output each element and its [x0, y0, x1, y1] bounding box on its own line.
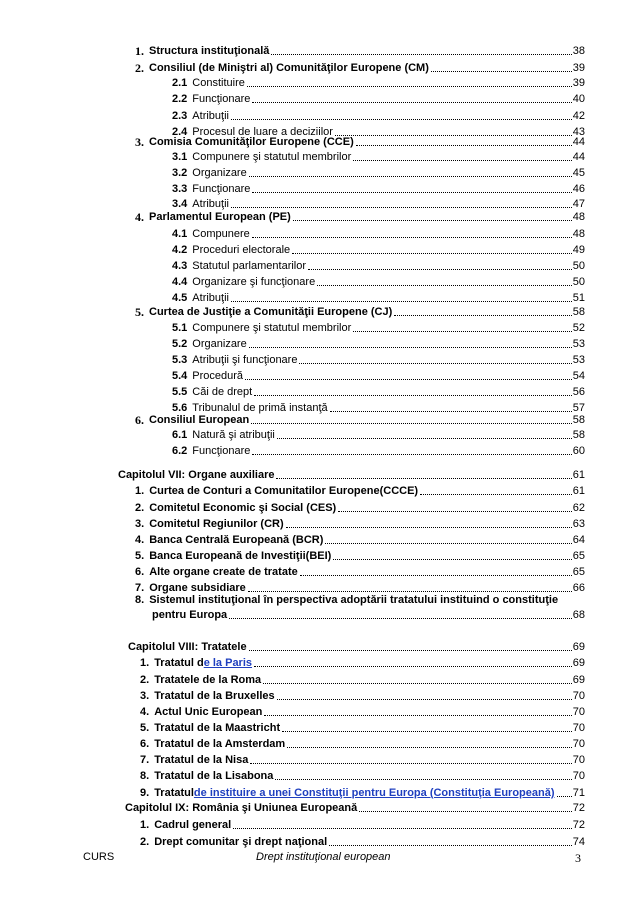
- toc-entry-page: 58: [572, 414, 585, 426]
- toc-entry-number: 2.: [140, 674, 150, 686]
- toc-entry[interactable]: [135, 480, 585, 498]
- toc-entry-page: 66: [572, 582, 585, 594]
- toc-entry-page: 50: [572, 260, 585, 272]
- toc-entry-number: 3.3: [172, 183, 188, 195]
- toc-entry-page: 58: [572, 306, 585, 318]
- toc-entry-label: Organe subsidiare: [149, 582, 246, 594]
- dot-leader: [229, 618, 572, 619]
- toc-entry-label: Actul Unic European: [154, 706, 263, 718]
- toc-entry-page: 53: [572, 354, 585, 366]
- toc-entry-number: 2.2: [172, 93, 188, 105]
- dot-leader: [249, 650, 572, 651]
- dot-leader: [275, 779, 571, 780]
- toc-entry-page: 39: [572, 62, 585, 74]
- toc-entry-number: 2.3: [172, 110, 188, 122]
- toc-entry-label: Cadrul general: [154, 819, 232, 831]
- toc-entry-label: Atribuţii: [192, 110, 229, 122]
- toc-entry-page: 43: [572, 126, 585, 138]
- toc-entry-number: 6.: [140, 738, 150, 750]
- footer-page-number: 3: [575, 851, 581, 865]
- dot-leader: [325, 543, 571, 544]
- toc-entry[interactable]: [140, 652, 585, 670]
- toc-entry-number: 5.5: [172, 386, 188, 398]
- dot-leader: [333, 559, 571, 560]
- toc-entry-number: 1.: [135, 485, 145, 497]
- toc-entry-label: Banca Centrală Europeană (BCR): [149, 534, 324, 546]
- toc-entry-label: Banca Europeană de Investiţii(BEI): [149, 550, 332, 562]
- toc-entry-label: Tratatul: [154, 787, 194, 799]
- dot-leader: [317, 285, 572, 286]
- toc-entry-label: Comitetul Regiunilor (CR): [149, 518, 284, 530]
- footer-title: Drept instituţional european: [256, 851, 391, 863]
- toc-entry[interactable]: [172, 440, 585, 458]
- toc-entry-label: Compunere şi statutul membrilor: [192, 151, 352, 163]
- toc-entry-link[interactable]: e la Paris: [203, 657, 253, 669]
- dot-leader: [264, 715, 571, 716]
- toc-entry-label: Atribuţii: [192, 292, 229, 304]
- toc-entry-page: 39: [572, 77, 585, 89]
- toc-entry-number: 2.: [135, 502, 145, 514]
- dot-leader: [233, 828, 572, 829]
- dot-leader: [252, 102, 571, 103]
- toc-entry-number: 3.2: [172, 167, 188, 179]
- toc-entry-label: Tratatul de la Maastricht: [154, 722, 281, 734]
- toc-entry-page: 62: [572, 502, 585, 514]
- toc-entry-page: 42: [572, 110, 585, 122]
- toc-entry-page: 48: [572, 211, 585, 223]
- toc-entry-number: 6.: [135, 413, 144, 427]
- toc-entry-number: 6.1: [172, 429, 188, 441]
- dot-leader: [252, 237, 572, 238]
- toc-entry[interactable]: [135, 40, 585, 58]
- toc-entry-label: Compunere: [192, 228, 250, 240]
- toc-entry-number: 2.1: [172, 77, 188, 89]
- toc-entry-label: Comitetul Economic şi Social (CES): [149, 502, 337, 514]
- dot-leader: [420, 494, 572, 495]
- toc-entry-label: Tratatul d: [154, 657, 204, 669]
- toc-entry-page: 68: [572, 609, 585, 621]
- toc-entry-label: Tribunalul de primă instanţă: [192, 402, 328, 414]
- toc-entry-number: 4.: [135, 210, 144, 224]
- dot-leader: [287, 747, 572, 748]
- dot-leader: [292, 253, 572, 254]
- toc-entry-number: 4.3: [172, 260, 188, 272]
- toc-entry-page: 63: [572, 518, 585, 530]
- toc-entry-page: 70: [572, 770, 585, 782]
- toc-entry-page: 40: [572, 93, 585, 105]
- toc-entry-label: Statutul parlamentarilor: [192, 260, 307, 272]
- toc-entry-label: Drept comunitar şi drept naţional: [154, 836, 328, 848]
- dot-leader: [293, 220, 572, 221]
- toc-entry[interactable]: [125, 797, 585, 815]
- toc-entry-label: Atribuţii: [192, 198, 229, 210]
- toc-entry-label: Tratatul de la Bruxelles: [154, 690, 275, 702]
- toc-entry-number: 2.: [140, 836, 150, 848]
- toc-entry[interactable]: [140, 765, 585, 783]
- toc-entry-page: 70: [572, 690, 585, 702]
- toc-entry-label: Tratatul de la Nisa: [154, 754, 249, 766]
- toc-entry-number: 5.6: [172, 402, 188, 414]
- toc-entry-page: 69: [572, 657, 585, 669]
- toc-entry[interactable]: [135, 206, 585, 224]
- dot-leader: [245, 379, 572, 380]
- toc-entry-page: 48: [572, 228, 585, 240]
- dot-leader: [300, 575, 572, 576]
- toc-entry[interactable]: [140, 814, 585, 832]
- toc-entry-label: Procedură: [192, 370, 244, 382]
- toc-entry-label: Comisia Comunităţilor Europene (CCE): [149, 136, 354, 148]
- toc-entry-page: 65: [572, 566, 585, 578]
- toc-entry-label: Funcţionare: [192, 445, 251, 457]
- toc-entry-number: 7.: [140, 754, 150, 766]
- toc-entry-number: 2.: [135, 61, 144, 75]
- toc-entry-label: Organizare şi funcţionare: [192, 276, 316, 288]
- toc-entry-number: 3.: [135, 518, 145, 530]
- dot-leader: [231, 119, 572, 120]
- toc-entry-page: 58: [572, 429, 585, 441]
- toc-entry-page: 70: [572, 722, 585, 734]
- toc-entry-number: 4.2: [172, 244, 188, 256]
- toc-entry-label: Natură şi atribuţii: [192, 429, 275, 441]
- toc-entry-number: 7.: [135, 582, 145, 594]
- toc-entry-label: Consiliul European: [149, 414, 250, 426]
- dot-leader: [338, 511, 572, 512]
- dot-leader: [359, 811, 571, 812]
- toc-entry-page: 53: [572, 338, 585, 350]
- toc-entry-page: 47: [572, 198, 585, 210]
- dot-leader: [277, 699, 572, 700]
- toc-entry-page: 69: [572, 641, 585, 653]
- dot-leader: [263, 683, 572, 684]
- toc-entry-label: Parlamentul European (PE): [149, 211, 291, 223]
- toc-entry-number: 3.1: [172, 151, 188, 163]
- toc-entry-page: 60: [572, 445, 585, 457]
- toc-entry-page: 65: [572, 550, 585, 562]
- toc-entry-number: 4.: [135, 534, 145, 546]
- toc-entry-page: 70: [572, 754, 585, 766]
- toc-entry-number: 1.: [135, 44, 144, 58]
- dot-leader: [249, 347, 572, 348]
- toc-entry[interactable]: [152, 604, 585, 622]
- toc-entry-link[interactable]: de instituire a unei Constituţii pentru Europa (Constituţia Europeană): [193, 787, 555, 799]
- toc-entry-number: 5.: [135, 550, 145, 562]
- toc-entry-label: Structura instituţională: [149, 45, 270, 57]
- toc-entry-number: 4.1: [172, 228, 188, 240]
- toc-entry-page: 69: [572, 674, 585, 686]
- dot-leader: [329, 845, 572, 846]
- toc-entry-page: 38: [572, 45, 585, 57]
- dot-leader: [394, 315, 571, 316]
- toc-entry-label: Curtea de Conturi a Comunitatilor Europene(CCCE): [149, 485, 419, 497]
- toc-entry-page: 51: [572, 292, 585, 304]
- toc-entry-page: 45: [572, 167, 585, 179]
- dot-leader: [353, 331, 572, 332]
- toc-entry-label: pentru Europa: [152, 609, 228, 621]
- toc-entry-label: Atribuţii şi funcţionare: [192, 354, 298, 366]
- dot-leader: [308, 269, 572, 270]
- toc-entry-label: Capitolul VII: Organe auxiliare: [118, 469, 275, 481]
- dot-leader: [254, 395, 572, 396]
- toc-entry-label: Compunere şi statutul membrilor: [192, 322, 352, 334]
- toc-entry-number: 4.4: [172, 276, 188, 288]
- toc-entry-page: 46: [572, 183, 585, 195]
- toc-entry-page: 72: [572, 802, 585, 814]
- dot-leader: [286, 527, 572, 528]
- toc-entry-page: 52: [572, 322, 585, 334]
- toc-entry[interactable]: [140, 831, 585, 849]
- toc-entry-number: 3.: [135, 135, 144, 149]
- toc-entry-number: 4.: [140, 706, 150, 718]
- toc-entry-label: Tratatul de la Amsterdam: [154, 738, 286, 750]
- dot-leader: [247, 86, 572, 87]
- toc-entry-label: Sistemul instituţional în perspectiva adoptării tratatului instituind o constituţie: [149, 594, 559, 606]
- toc-entry[interactable]: [172, 88, 585, 106]
- toc-entry-page: 54: [572, 370, 585, 382]
- dot-leader: [276, 478, 571, 479]
- toc-entry-page: 57: [572, 402, 585, 414]
- toc-entry-label: Funcţionare: [192, 93, 251, 105]
- toc-entry-number: 5.: [140, 722, 150, 734]
- toc-entry-page: 70: [572, 738, 585, 750]
- toc-entry-number: 4.5: [172, 292, 188, 304]
- toc-entry-page: 72: [572, 819, 585, 831]
- toc-entry-page: 49: [572, 244, 585, 256]
- toc-entry-label: Funcţionare: [192, 183, 251, 195]
- toc-entry-number: 6.: [135, 566, 145, 578]
- toc-entry-label: Alte organe create de tratate: [149, 566, 298, 578]
- toc-entry-number: 1.: [140, 657, 150, 669]
- toc-entry-label: Organizare: [192, 167, 247, 179]
- toc-entry-page: 56: [572, 386, 585, 398]
- toc-entry-page: 50: [572, 276, 585, 288]
- toc-entry-label: Capitolul IX: România şi Uniunea Europeană: [125, 802, 358, 814]
- toc-entry-label: Căi de drept: [192, 386, 253, 398]
- toc-entry-number: 5.: [135, 305, 144, 319]
- toc-entry-label: Consiliul (de Miniştri al) Comunităţilor Europene (CM): [149, 62, 429, 74]
- toc-entry-number: 3.: [140, 690, 150, 702]
- dot-leader: [249, 176, 572, 177]
- toc-entry-page: 71: [572, 787, 585, 799]
- toc-entry-page: 70: [572, 706, 585, 718]
- toc-entry-number: 8.: [140, 770, 150, 782]
- toc-entry-label: Procesul de luare a deciziilor: [192, 126, 333, 138]
- toc-entry-number: 8.: [135, 594, 145, 606]
- dot-leader: [353, 160, 572, 161]
- toc-entry-page: 44: [572, 136, 585, 148]
- toc-entry-number: 5.1: [172, 322, 188, 334]
- footer-left-label: CURS: [83, 851, 115, 863]
- dot-leader: [271, 54, 571, 55]
- toc-entry-number: 1.: [140, 819, 150, 831]
- toc-entry-number: 9.: [140, 787, 150, 799]
- toc-entry-number: 5.2: [172, 338, 188, 350]
- toc-entry-page: 64: [572, 534, 585, 546]
- toc-entry-label: Capitolul VIII: Tratatele: [128, 641, 247, 653]
- toc-entry-number: 2.4: [172, 126, 188, 138]
- toc-entry-number: 3.4: [172, 198, 188, 210]
- dot-leader: [277, 438, 572, 439]
- toc-entry-label: Organizare: [192, 338, 247, 350]
- dot-leader: [299, 363, 571, 364]
- toc-entry-label: Curtea de Justiţie a Comunităţii Europene (CJ): [149, 306, 393, 318]
- dot-leader: [282, 731, 572, 732]
- toc-entry-page: 74: [572, 836, 585, 848]
- toc-entry-number: 5.3: [172, 354, 188, 366]
- dot-leader: [250, 763, 571, 764]
- toc-entry-page: 44: [572, 151, 585, 163]
- toc-entry-number: 6.2: [172, 445, 188, 457]
- toc-entry-number: 5.4: [172, 370, 188, 382]
- dot-leader: [252, 454, 571, 455]
- dot-leader: [254, 666, 572, 667]
- toc-entry-page: 61: [572, 485, 585, 497]
- toc-entry-label: Constituire: [192, 77, 245, 89]
- toc-entry-label: Proceduri electorale: [192, 244, 291, 256]
- toc-entry-label: Tratatele de la Roma: [154, 674, 262, 686]
- toc-entry-page: 61: [572, 469, 585, 481]
- toc-entry-label: Tratatul de la Lisabona: [154, 770, 274, 782]
